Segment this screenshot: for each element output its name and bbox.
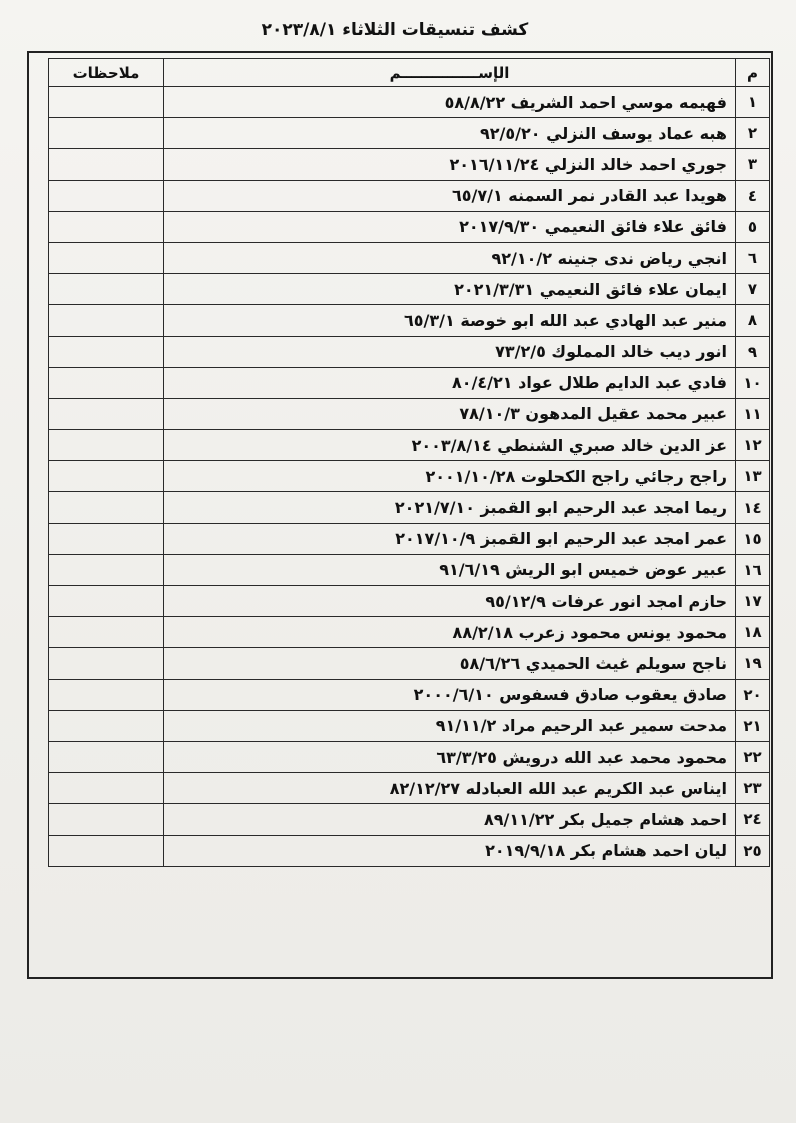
row-number: ٥ <box>736 211 770 242</box>
row-notes <box>49 554 164 585</box>
row-number: ١ <box>736 87 770 118</box>
row-notes <box>49 741 164 772</box>
row-notes <box>49 398 164 429</box>
row-notes <box>49 180 164 211</box>
row-name: صادق يعقوب صادق فسفوس ٢٠٠٠/٦/١٠ <box>164 679 736 710</box>
table-row <box>49 741 770 772</box>
row-number: ٩ <box>736 336 770 367</box>
table-row <box>49 523 770 554</box>
table-row <box>49 87 770 118</box>
table-row <box>49 648 770 679</box>
row-number: ٧ <box>736 274 770 305</box>
table-row <box>49 274 770 305</box>
row-number: ٨ <box>736 305 770 336</box>
row-number: ١٧ <box>736 586 770 617</box>
row-notes <box>49 367 164 398</box>
row-name: عز الدين خالد صبري الشنطي ٢٠٠٣/٨/١٤ <box>164 430 736 461</box>
row-name: ليان احمد هشام بكر ٢٠١٩/٩/١٨ <box>164 835 736 866</box>
table-row <box>49 679 770 710</box>
row-notes <box>49 523 164 554</box>
row-name: راجح رجائي راجح الكحلوت ٢٠٠١/١٠/٢٨ <box>164 461 736 492</box>
table-row <box>49 773 770 804</box>
row-notes <box>49 835 164 866</box>
table-row <box>49 336 770 367</box>
row-name: ايناس عبد الكريم عبد الله العبادله ٨٢/١٢/٢٧ <box>164 773 736 804</box>
row-number: ١٤ <box>736 492 770 523</box>
row-notes <box>49 430 164 461</box>
header-number: م <box>736 59 770 87</box>
table-row <box>49 367 770 398</box>
row-number: ٢٤ <box>736 804 770 835</box>
row-notes <box>49 679 164 710</box>
row-name: ريما امجد عبد الرحيم ابو القمبز ٢٠٢١/٧/١٠ <box>164 492 736 523</box>
row-notes <box>49 804 164 835</box>
row-number: ٢٣ <box>736 773 770 804</box>
row-number: ٤ <box>736 180 770 211</box>
table-row <box>49 461 770 492</box>
row-notes <box>49 710 164 741</box>
row-name: محمود يونس محمود زعرب ٨٨/٢/١٨ <box>164 617 736 648</box>
names-table <box>48 58 770 867</box>
header-name: الإســـــــــــــــم <box>164 59 736 87</box>
row-notes <box>49 336 164 367</box>
table-row <box>49 305 770 336</box>
table-row <box>49 430 770 461</box>
row-name: حازم امجد انور عرفات ٩٥/١٢/٩ <box>164 586 736 617</box>
row-notes <box>49 305 164 336</box>
row-name: ايمان علاء فائق النعيمي ٢٠٢١/٣/٣١ <box>164 274 736 305</box>
table-row <box>49 835 770 866</box>
row-name: عبير محمد عقيل المدهون ٧٨/١٠/٣ <box>164 398 736 429</box>
row-notes <box>49 118 164 149</box>
row-number: ٦ <box>736 242 770 273</box>
row-name: منير عبد الهادي عبد الله ابو خوصة ٦٥/٣/١ <box>164 305 736 336</box>
table-row <box>49 586 770 617</box>
table-row <box>49 242 770 273</box>
row-notes <box>49 274 164 305</box>
row-number: ١٥ <box>736 523 770 554</box>
row-name: جوري احمد خالد النزلي ٢٠١٦/١١/٢٤ <box>164 149 736 180</box>
table-row <box>49 492 770 523</box>
row-notes <box>49 586 164 617</box>
row-number: ٢٥ <box>736 835 770 866</box>
row-notes <box>49 87 164 118</box>
row-notes <box>49 242 164 273</box>
row-number: ٣ <box>736 149 770 180</box>
row-number: ٢٢ <box>736 741 770 772</box>
row-notes <box>49 648 164 679</box>
document-title: كشف تنسيقات الثلاثاء ٢٠٢٣/٨/١ <box>261 20 529 40</box>
table-row <box>49 804 770 835</box>
row-name: هويدا عبد القادر نمر السمنه ٦٥/٧/١ <box>164 180 736 211</box>
table-row <box>49 554 770 585</box>
row-number: ١٩ <box>736 648 770 679</box>
row-number: ٢١ <box>736 710 770 741</box>
table-row <box>49 710 770 741</box>
header-notes: ملاحظات <box>49 59 164 87</box>
row-name: انجي رياض ندى جنينه ٩٢/١٠/٢ <box>164 242 736 273</box>
row-name: هبه عماد يوسف النزلي ٩٢/٥/٢٠ <box>164 118 736 149</box>
row-name: ناجح سويلم غيث الحميدي ٥٨/٦/٢٦ <box>164 648 736 679</box>
table-row <box>49 398 770 429</box>
row-notes <box>49 617 164 648</box>
table-row <box>49 180 770 211</box>
row-number: ١٦ <box>736 554 770 585</box>
table-row <box>49 617 770 648</box>
table-row <box>49 118 770 149</box>
row-notes <box>49 149 164 180</box>
row-number: ١٢ <box>736 430 770 461</box>
table-header-row <box>49 59 770 87</box>
row-notes <box>49 773 164 804</box>
row-notes <box>49 211 164 242</box>
table-row <box>49 211 770 242</box>
row-name: محمود محمد عبد الله درويش ٦٣/٣/٢٥ <box>164 741 736 772</box>
row-number: ١٣ <box>736 461 770 492</box>
row-number: ١٠ <box>736 367 770 398</box>
row-name: عبير عوض خميس ابو الريش ٩١/٦/١٩ <box>164 554 736 585</box>
row-name: عمر امجد عبد الرحيم ابو القمبز ٢٠١٧/١٠/٩ <box>164 523 736 554</box>
row-name: احمد هشام جميل بكر ٨٩/١١/٢٢ <box>164 804 736 835</box>
row-number: ٢٠ <box>736 679 770 710</box>
row-notes <box>49 492 164 523</box>
row-number: ١١ <box>736 398 770 429</box>
row-name: مدحت سمير عبد الرحيم مراد ٩١/١١/٢ <box>164 710 736 741</box>
row-name: فائق علاء فائق النعيمي ٢٠١٧/٩/٣٠ <box>164 211 736 242</box>
row-notes <box>49 461 164 492</box>
table-row <box>49 149 770 180</box>
row-name: فهيمه موسي احمد الشريف ٥٨/٨/٢٢ <box>164 87 736 118</box>
row-number: ١٨ <box>736 617 770 648</box>
row-name: فادي عبد الدايم طلال عواد ٨٠/٤/٢١ <box>164 367 736 398</box>
row-name: انور ديب خالد المملوك ٧٣/٢/٥ <box>164 336 736 367</box>
row-number: ٢ <box>736 118 770 149</box>
